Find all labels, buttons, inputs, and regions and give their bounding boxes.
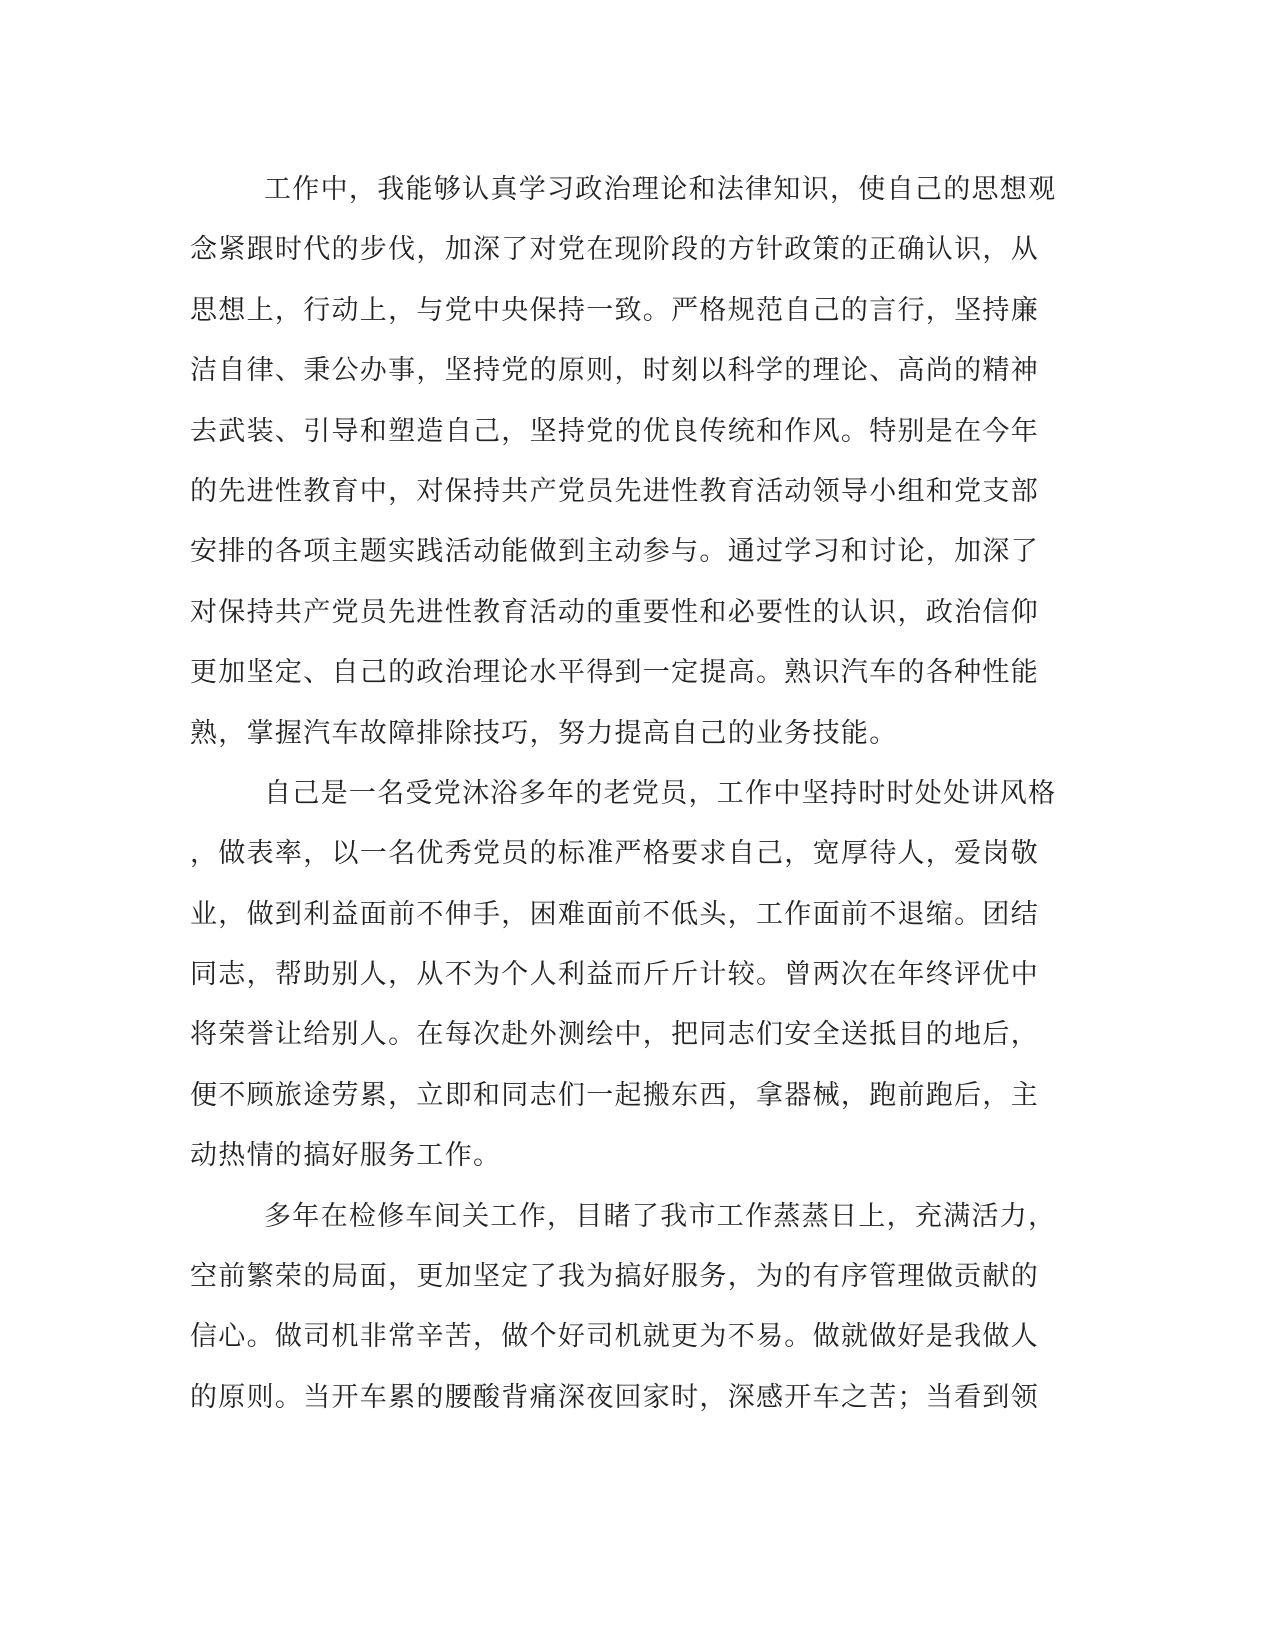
paragraph-line: 将荣誉让给别人。在每次赴外测绘中，把同志们安全送抵目的地后， [190, 1019, 1039, 1051]
paragraph-line: 业，做到利益面前不伸手，困难面前不低头，工作面前不退缩。团结 [190, 898, 1039, 930]
paragraph-line: ，做表率，以一名优秀党员的标准严格要求自己，宽厚待人，爱岗敬 [190, 838, 1039, 870]
paragraph-2 [190, 764, 1090, 1187]
paragraph-line: 自己是一名受党沐浴多年的老党员，工作中坚持时时处处讲风格 [264, 777, 1057, 809]
paragraph-1 [190, 160, 1090, 764]
paragraph-line: 工作中，我能够认真学习政治理论和法律知识，使自己的思想观 [264, 174, 1057, 205]
paragraph-line: 念紧跟时代的步伐，加深了对党在现阶段的方针政策的正确认识，从 [190, 234, 1039, 266]
paragraph-line: 思想上，行动上，与党中央保持一致。严格规范自己的言行，坚持廉 [190, 294, 1039, 326]
paragraph-line: 的原则。当开车累的腰酸背痛深夜回家时，深感开车之苦；当看到领 [190, 1381, 1039, 1413]
paragraph-line: 便不顾旅途劳累，立即和同志们一起搬东西，拿器械，跑前跑后，主 [190, 1079, 1039, 1111]
paragraph-line: 洁自律、秉公办事，坚持党的原则，时刻以科学的理论、高尚的精神 [190, 355, 1039, 387]
paragraph-line: 同志，帮助别人，从不为个人利益而斤斤计较。曾两次在年终评优中 [190, 959, 1039, 991]
paragraph-3 [190, 1187, 1090, 1429]
paragraph-line: 去武装、引导和塑造自己，坚持党的优良传统和作风。特别是在今年 [190, 415, 1039, 447]
paragraph-line: 对保持共产党员先进性教育活动的重要性和必要性的认识，政治信仰 [190, 596, 1039, 628]
paragraph-line: 空前繁荣的局面，更加坚定了我为搞好服务，为的有序管理做贡献的 [190, 1261, 1039, 1293]
body-text [190, 160, 1090, 1428]
paragraph-line: 的先进性教育中，对保持共产党员先进性教育活动领导小组和党支部 [190, 475, 1039, 507]
paragraph-line: 多年在检修车间关工作，目睹了我市工作蒸蒸日上，充满活力， [264, 1200, 1057, 1232]
paragraph-line: 动热情的搞好服务工作。 [190, 1140, 502, 1172]
paragraph-line: 更加坚定、自己的政治理论水平得到一定提高。熟识汽车的各种性能 [190, 657, 1039, 689]
paragraph-line: 信心。做司机非常辛苦，做个好司机就更为不易。做就做好是我做人 [190, 1321, 1039, 1353]
paragraph-line: 熟，掌握汽车故障排除技巧，努力提高自己的业务技能。 [190, 717, 898, 749]
paragraph-line: 安排的各项主题实践活动能做到主动参与。通过学习和讨论，加深了 [190, 536, 1039, 568]
